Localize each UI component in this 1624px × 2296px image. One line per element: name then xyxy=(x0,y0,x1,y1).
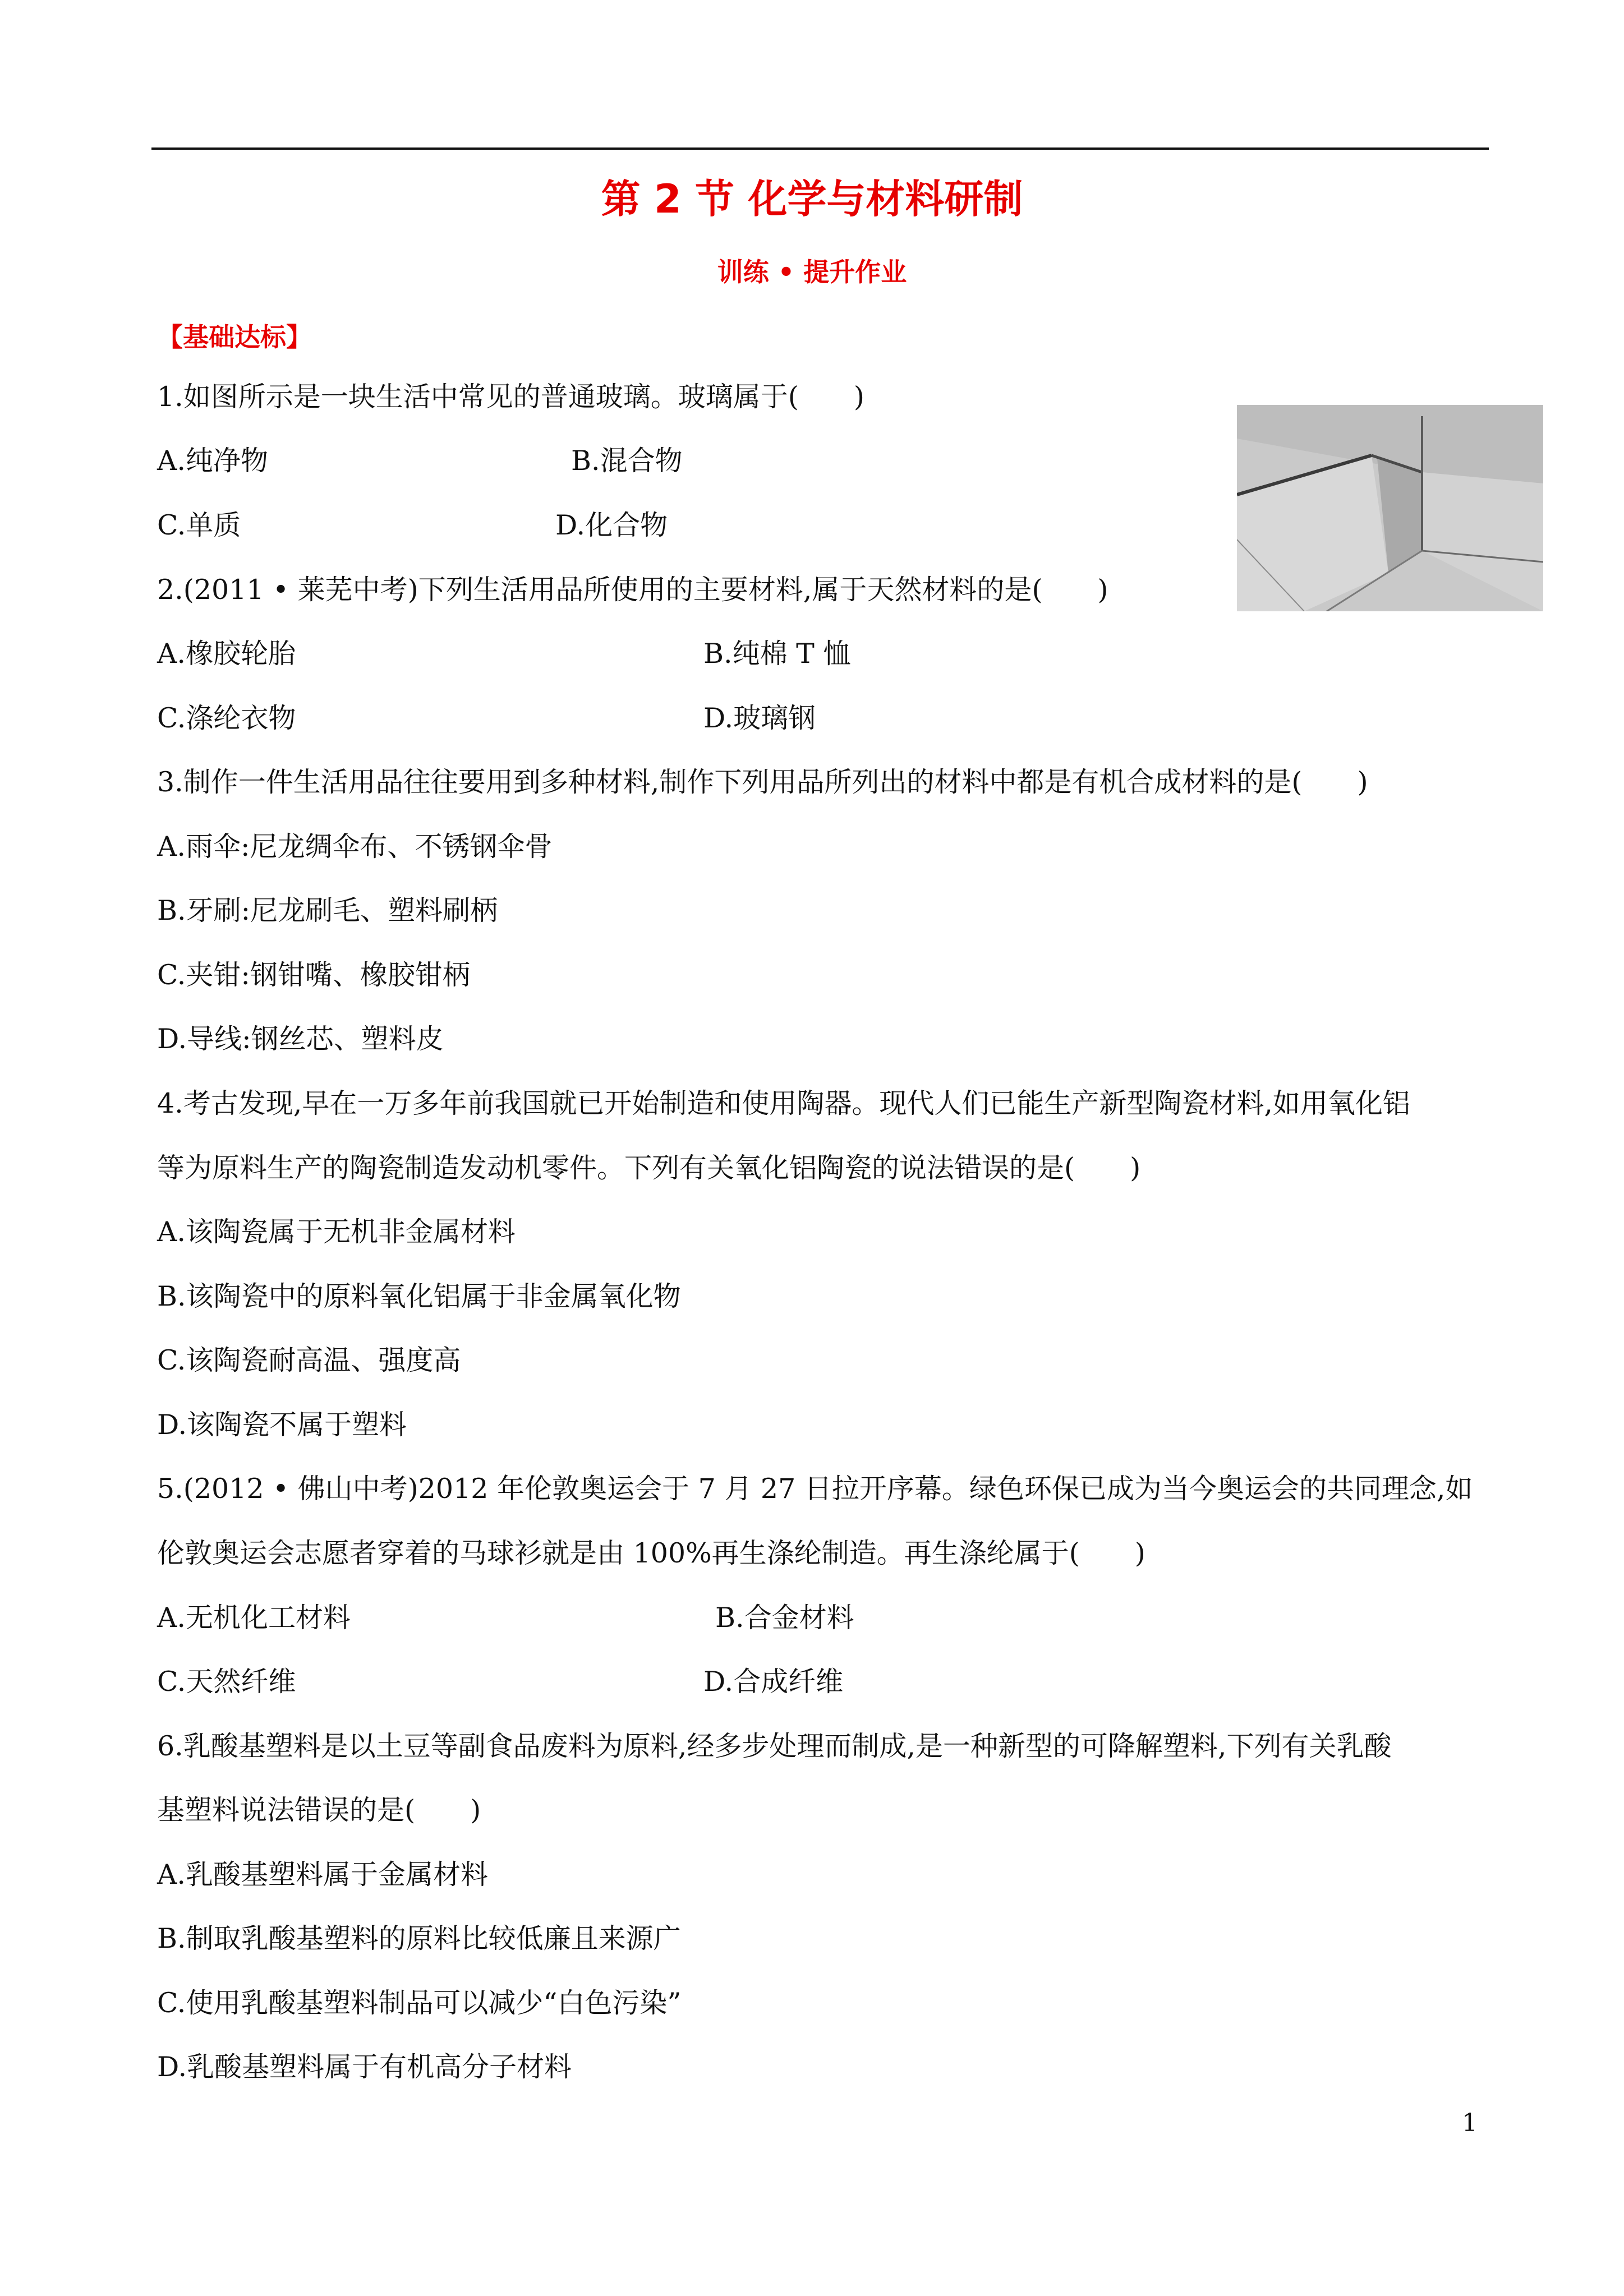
header-rule xyxy=(151,147,1489,150)
question-6-stem-line-1: 6.乳酸基塑料是以土豆等副食品废料为原料,经多步处理而制成,是一种新型的可降解塑料,下列有关乳酸 xyxy=(157,1730,1392,1762)
page-number: 1 xyxy=(1462,2109,1478,2137)
glass-photo xyxy=(1237,405,1543,611)
section-heading: 【基础达标】 xyxy=(157,322,312,352)
question-3-stem: 3.制作一件生活用品往往要用到多种材料,制作下列用品所列出的材料中都是有机合成材料的是( ) xyxy=(157,766,1368,798)
glass-pane-illustration xyxy=(1237,405,1543,611)
question-5-stem-line-1: 5.(2012 • 佛山中考)2012 年伦敦奥运会于 7 月 27 日拉开序幕。绿色环保已成为当今奥运会的共同理念,如 xyxy=(157,1473,1473,1505)
question-4-option-d: D.该陶瓷不属于塑料 xyxy=(157,1409,407,1441)
question-2-option-c: C.涤纶衣物 xyxy=(157,702,296,734)
question-6-option-a: A.乳酸基塑料属于金属材料 xyxy=(157,1859,488,1891)
question-1-stem: 1.如图所示是一块生活中常见的普通玻璃。玻璃属于( ) xyxy=(157,381,864,413)
question-6-option-d: D.乳酸基塑料属于有机高分子材料 xyxy=(157,2051,572,2083)
question-4-option-a: A.该陶瓷属于无机非金属材料 xyxy=(157,1216,516,1248)
question-4-stem-line-2: 等为原料生产的陶瓷制造发动机零件。下列有关氧化铝陶瓷的说法错误的是( ) xyxy=(157,1152,1141,1184)
question-2-option-b: B.纯棉 T 恤 xyxy=(703,638,851,670)
question-2-stem: 2.(2011 • 莱芜中考)下列生活用品所使用的主要材料,属于天然材料的是( ) xyxy=(157,574,1108,606)
question-5-option-d: D.合成纤维 xyxy=(703,1666,844,1698)
question-5-option-b: B.合金材料 xyxy=(715,1602,854,1634)
question-4-stem-line-1: 4.考古发现,早在一万多年前我国就已开始制造和使用陶器。现代人们已能生产新型陶瓷材料,如用氧化铝 xyxy=(157,1087,1410,1119)
question-3-option-d: D.导线:钢丝芯、塑料皮 xyxy=(157,1023,444,1055)
question-1-option-a: A.纯净物 xyxy=(157,445,268,477)
question-3-option-b: B.牙刷:尼龙刷毛、塑料刷柄 xyxy=(157,895,498,926)
question-6-option-c: C.使用乳酸基塑料制品可以减少“白色污染” xyxy=(157,1987,682,2019)
question-1-option-d: D.化合物 xyxy=(555,509,668,541)
question-4-option-c: C.该陶瓷耐高温、强度高 xyxy=(157,1344,461,1376)
page-title: 第 2 节 化学与材料研制 xyxy=(601,176,1023,222)
question-5-option-c: C.天然纤维 xyxy=(157,1666,296,1698)
question-6-stem-line-2: 基塑料说法错误的是( ) xyxy=(157,1794,481,1826)
question-6-option-b: B.制取乳酸基塑料的原料比较低廉且来源广 xyxy=(157,1922,681,1954)
question-2-option-a: A.橡胶轮胎 xyxy=(157,638,296,670)
question-4-option-b: B.该陶瓷中的原料氧化铝属于非金属氧化物 xyxy=(157,1280,681,1312)
question-1-option-c: C.单质 xyxy=(157,509,241,541)
question-5-stem-line-2: 伦敦奥运会志愿者穿着的马球衫就是由 100%再生涤纶制造。再生涤纶属于( ) xyxy=(157,1537,1145,1569)
question-3-option-c: C.夹钳:钢钳嘴、橡胶钳柄 xyxy=(157,959,470,991)
page-subtitle: 训练 • 提升作业 xyxy=(717,257,907,287)
question-3-option-a: A.雨伞:尼龙绸伞布、不锈钢伞骨 xyxy=(157,831,553,863)
question-1-option-b: B.混合物 xyxy=(571,445,683,477)
question-5-option-a: A.无机化工材料 xyxy=(157,1602,351,1634)
question-2-option-d: D.玻璃钢 xyxy=(703,702,816,734)
